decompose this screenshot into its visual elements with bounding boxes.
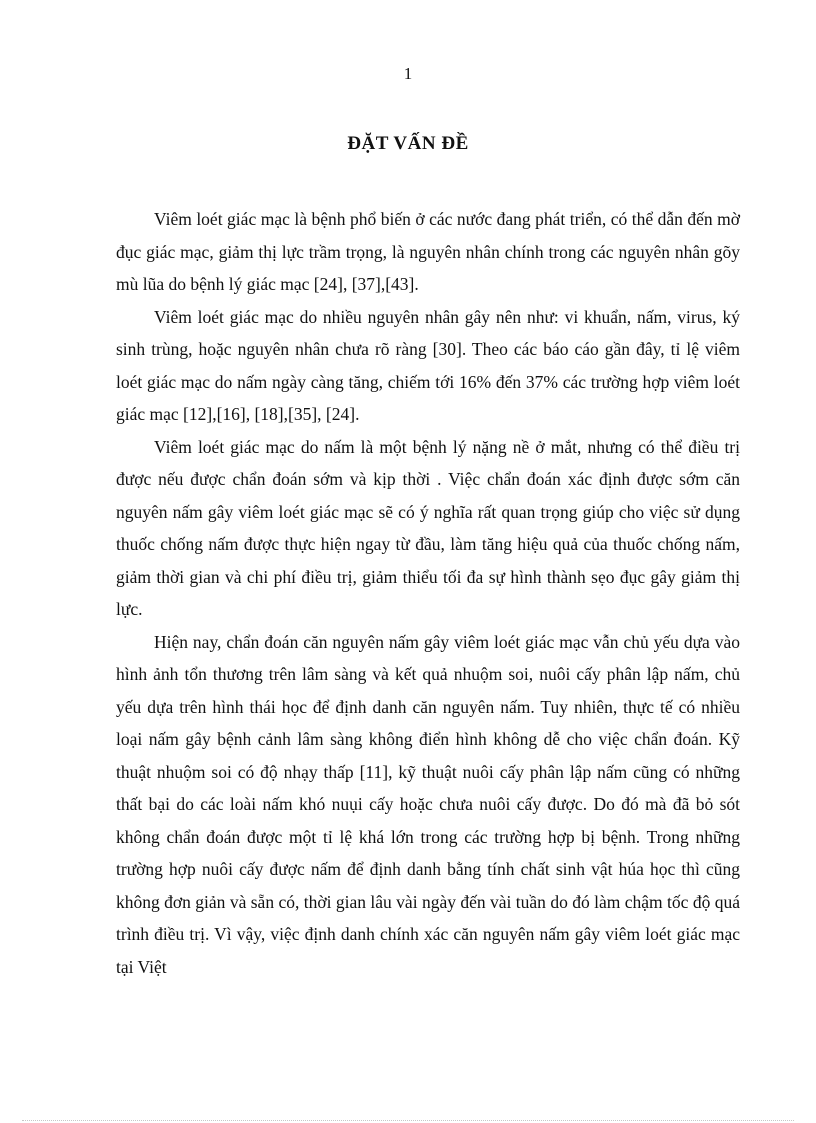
paragraph-1: Viêm loét giác mạc là bệnh phổ biến ở các nước đang phát triển, có thể dẫn đến mờ đục giác mạc, giảm thị lực trầm trọng, là nguyên nhân chính trong các nguyên nhân gõy mù lũa do bệnh lý giác mạc [24], [37],[43]. (116, 209, 740, 294)
page-title: ĐẶT VẤN ĐỀ (347, 133, 469, 154)
page-number: 1 (403, 64, 413, 83)
paragraph-3: Viêm loét giác mạc do nấm là một bệnh lý nặng nề ở mắt, nhưng có thể điều trị được nếu được chẩn đoán sớm và kịp thời . Việc chẩn đoán xác định được sớm căn nguyên nấm gây viêm loét giác mạc sẽ có ý nghĩa rất quan trọng giúp cho việc sử dụng thuốc chống nấm được thực hiện ngay từ đầu, làm tăng hiệu quả của thuốc chống nấm, giảm thời gian và chi phí điều trị, giảm thiểu tối đa sự hình thành sẹo đục gây giảm thị lực. (116, 436, 740, 619)
body-text (116, 203, 740, 983)
paragraph-2: Viêm loét giác mạc do nhiều nguyên nhân gây nên như: vi khuẩn, nấm, virus, ký sinh trùng, hoặc nguyên nhân chưa rõ ràng [30]. Theo các báo cáo gần đây, tỉ lệ viêm loét giác mạc do nấm ngày càng tăng, chiếm tới 16% đến 37% các trường hợp viêm loét giác mạc [12],[16], [18],[35], [24]. (116, 306, 740, 424)
page-bottom-divider (22, 1120, 794, 1121)
paragraph-4: Hiện nay, chẩn đoán căn nguyên nấm gây viêm loét giác mạc vẫn chủ yếu dựa vào hình ảnh tổn thương trên lâm sàng và kết quả nhuộm soi, nuôi cấy phân lập nấm, chủ yếu dựa trên hình thái học để định danh căn nguyên nấm. Tuy nhiên, thực tế có nhiều loại nấm gây bệnh cảnh lâm sàng không điển hình không dễ cho việc chẩn đoán. Kỹ thuật nhuộm soi có độ nhạy thấp [11], kỹ thuật nuôi cấy phân lập nấm cũng có những thất bại do các loài nấm khó nuụi cấy hoặc chưa nuôi cấy được. Do đó mà đã bỏ sót không chẩn đoán được một tỉ lệ khá lớn trong các trường hợp bị bệnh. Trong những trường hợp nuôi cấy được nấm để định danh bằng tính chất sinh vật húa học thì cũng không đơn giản và sẵn có, thời gian lâu vài ngày đến vài tuần do đó làm chậm tốc độ quá trình điều trị. Vì vậy, việc định danh chính xác căn nguyên nấm gây viêm loét giác mạc tại Việt (116, 631, 740, 977)
